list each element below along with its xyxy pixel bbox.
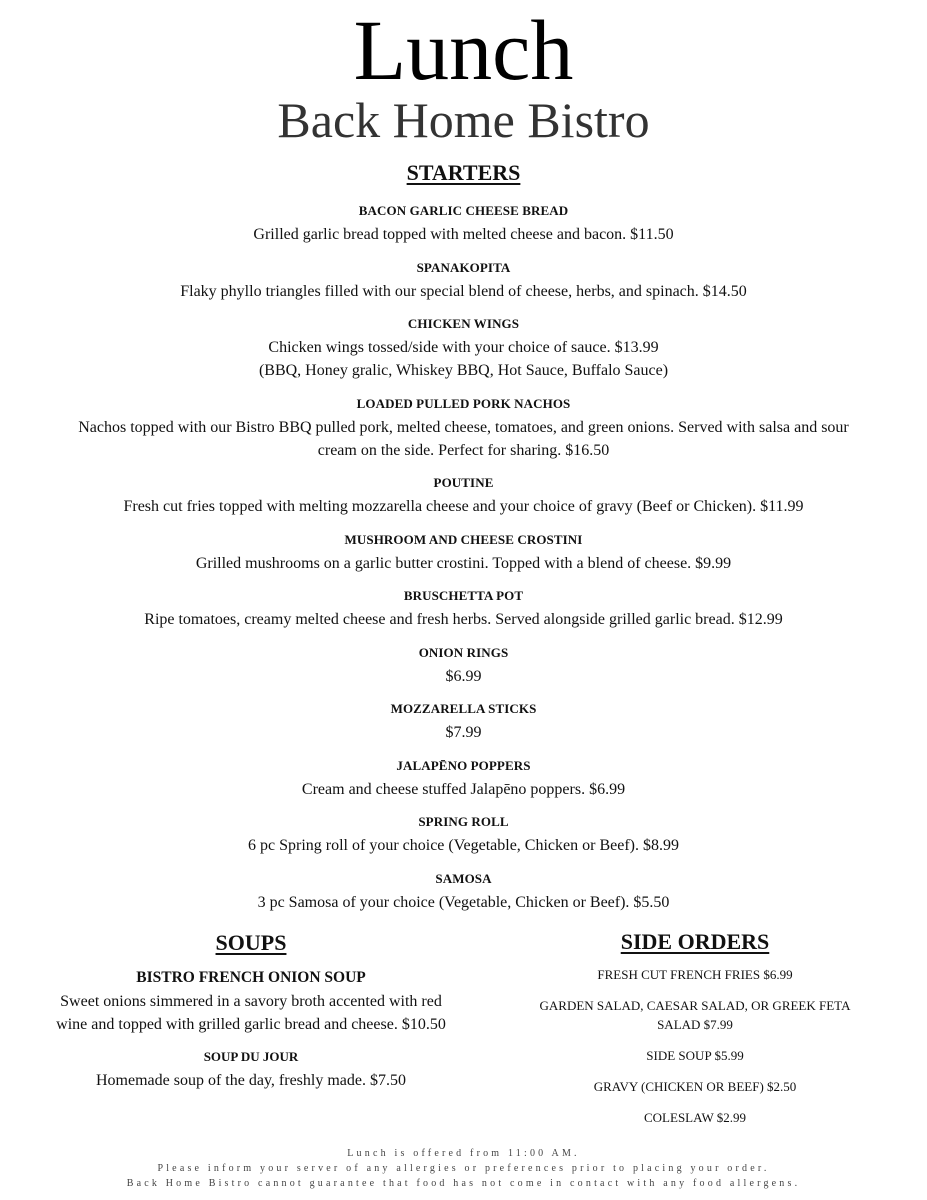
footer-notice xyxy=(0,1146,927,1191)
menu-item xyxy=(30,810,897,857)
item-name: POUTINE xyxy=(433,475,494,490)
item-description-extra: (BBQ, Honey gralic, Whiskey BBQ, Hot Sauce, Buffalo Sauce) xyxy=(258,362,669,379)
item-description: Grilled mushrooms on a garlic butter crostini. Topped with a blend of cheese. $9.99 xyxy=(195,554,732,572)
item-description: Ripe tomatoes, creamy melted cheese and fresh herbs. Served alongside grilled garlic bread. $12.99 xyxy=(144,611,783,628)
item-name: BACON GARLIC CHEESE BREAD xyxy=(358,203,569,218)
footer-disclaimer: Back Home Bistro cannot guarantee that food has not come in contact with any food allergens. xyxy=(126,1178,801,1189)
menu-item xyxy=(30,584,897,631)
side-order-text: GRAVY (CHICKEN OR BEEF) $2.50 xyxy=(593,1079,797,1094)
menu-item xyxy=(30,528,897,575)
side-order-text: COLESLAW $2.99 xyxy=(644,1110,746,1125)
menu-item xyxy=(30,392,897,462)
item-description: Homemade soup of the day, freshly made. $7.50 xyxy=(96,1072,406,1089)
side-order-text-extra: SALAD $7.99 xyxy=(657,1017,733,1032)
menu-item xyxy=(30,641,897,688)
side-order-text: GARDEN SALAD, CAESAR SALAD, OR GREEK FETA xyxy=(539,998,851,1013)
soups-heading: SOUPS xyxy=(215,930,287,955)
item-name: SPANAKOPITA xyxy=(416,259,511,275)
item-description: Grilled garlic bread topped with melted cheese and bacon. $11.50 xyxy=(253,226,674,243)
starters-heading: STARTERS xyxy=(406,160,521,185)
footer-allergy-notice: Please inform your server of any allergies or preferences prior to placing your order. xyxy=(157,1163,770,1174)
item-name: BRUSCHETTA POT xyxy=(403,588,524,603)
item-name: MUSHROOM AND CHEESE CROSTINI xyxy=(344,531,583,547)
side-order-item xyxy=(500,1077,890,1096)
side-order-item xyxy=(500,996,890,1034)
item-description: Nachos topped with our Bistro BBQ pulled pork, melted cheese, tomatoes, and green onions. Served with salsa and sour xyxy=(78,418,849,436)
item-description: 6 pc Spring roll of your choice (Vegetable, Chicken or Beef). $8.99 xyxy=(248,837,679,854)
starters-heading-wrap xyxy=(0,159,927,187)
item-description: Flaky phyllo triangles filled with our special blend of cheese, herbs, and spinach. $14.50 xyxy=(180,282,747,300)
item-name: SOUP DU JOUR xyxy=(203,1049,299,1064)
item-price: $7.99 xyxy=(445,724,482,741)
item-name: BISTRO FRENCH ONION SOUP xyxy=(136,969,366,986)
item-description: Fresh cut fries topped with melting mozzarella cheese and your choice of gravy (Beef or Chicken). $11.99 xyxy=(123,498,804,515)
side-orders-section xyxy=(500,928,890,1139)
menu-item xyxy=(30,966,472,1036)
menu-item xyxy=(30,312,897,382)
item-name: SPRING ROLL xyxy=(418,814,509,829)
item-price: $6.99 xyxy=(445,667,482,685)
item-name: SAMOSA xyxy=(435,870,492,886)
item-name: CHICKEN WINGS xyxy=(407,316,520,331)
side-orders-heading: SIDE ORDERS xyxy=(620,929,770,954)
item-description: Chicken wings tossed/side with your choice of sauce. $13.99 xyxy=(268,339,659,356)
restaurant-name: Back Home Bistro xyxy=(277,92,650,148)
item-name: LOADED PULLED PORK NACHOS xyxy=(356,395,571,411)
side-order-item xyxy=(500,965,890,984)
menu-item xyxy=(30,754,897,801)
footer-hours: Lunch is offered from 11:00 AM. xyxy=(347,1148,580,1159)
menu-item xyxy=(30,256,897,303)
item-name: MOZZARELLA STICKS xyxy=(390,701,537,716)
menu-item xyxy=(30,697,897,744)
item-description-extra: wine and topped with grilled garlic bread and cheese. $10.50 xyxy=(56,1016,446,1033)
side-order-item xyxy=(500,1108,890,1127)
item-description-extra: cream on the side. Perfect for sharing. $16.50 xyxy=(317,441,610,459)
starters-list xyxy=(30,199,897,923)
menu-item xyxy=(30,867,897,914)
item-description: Sweet onions simmered in a savory broth accented with red xyxy=(60,993,442,1010)
menu-item xyxy=(30,199,897,246)
item-description: 3 pc Samosa of your choice (Vegetable, Chicken or Beef). $5.50 xyxy=(257,893,670,911)
menu-title: Lunch xyxy=(353,2,574,98)
menu-item xyxy=(30,1045,472,1092)
side-order-item xyxy=(500,1046,890,1065)
menu-item xyxy=(30,471,897,518)
item-name: JALAPĒNO POPPERS xyxy=(396,757,531,773)
soups-section xyxy=(30,929,472,1101)
side-order-text: SIDE SOUP $5.99 xyxy=(646,1048,744,1063)
side-order-text: FRESH CUT FRENCH FRIES $6.99 xyxy=(597,967,793,982)
item-name: ONION RINGS xyxy=(418,644,509,660)
item-description: Cream and cheese stuffed Jalapēno poppers. $6.99 xyxy=(301,780,626,798)
